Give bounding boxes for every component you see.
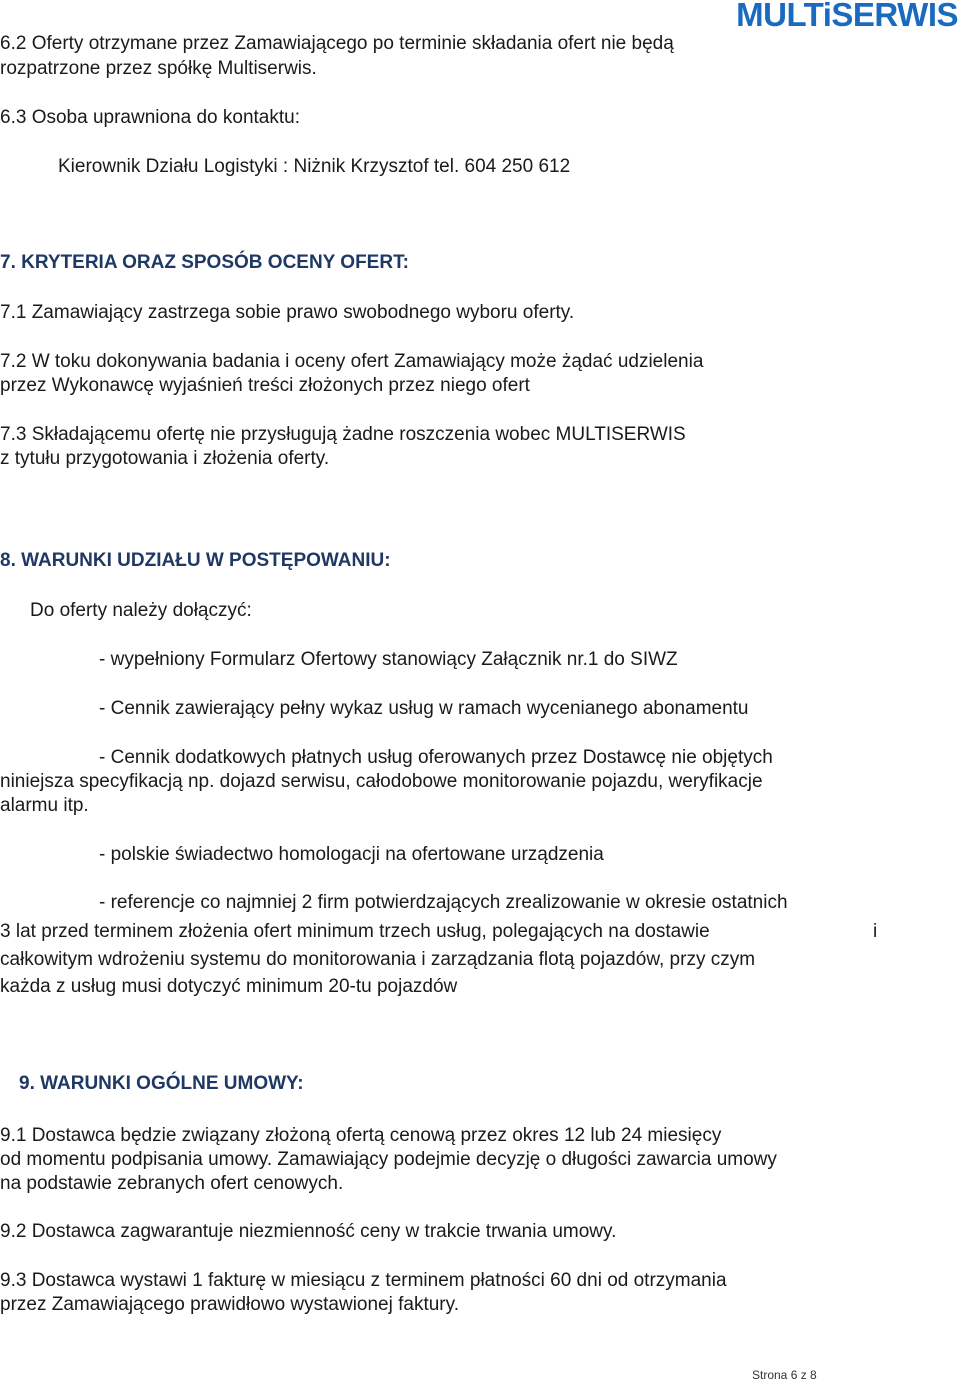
section-9-3-line2: przez Zamawiającego prawidłowo wystawionej faktury. bbox=[0, 1294, 460, 1315]
contact-person: Kierownik Działu Logistyki : Niżnik Krzysztof tel. 604 250 612 bbox=[58, 156, 571, 177]
requirement-item: - Cennik zawierający pełny wykaz usług w ramach wycenianego abonamentu bbox=[99, 698, 749, 719]
section-6-2-line1: 6.2 Oferty otrzymane przez Zamawiającego po terminie składania ofert nie będą bbox=[0, 33, 674, 54]
section-8-intro: Do oferty należy dołączyć: bbox=[30, 600, 252, 621]
section-9-3-line1: 9.3 Dostawca wystawi 1 fakturę w miesiącu z terminem płatności 60 dni od otrzymania bbox=[0, 1270, 727, 1291]
multiserwis-logo: MULTiSERWIS bbox=[736, 0, 958, 33]
requirement-item-continuation: niniejsza specyfikacją np. dojazd serwisu, całodobowe monitorowanie pojazdu, weryfikacje bbox=[0, 771, 763, 792]
section-7-2-line1: 7.2 W toku dokonywania badania i oceny ofert Zamawiający może żądać udzielenia bbox=[0, 351, 704, 372]
heading-section-9: 9. WARUNKI OGÓLNE UMOWY: bbox=[19, 1073, 304, 1094]
page-number: Strona 6 z 8 bbox=[752, 1368, 817, 1382]
section-9-2: 9.2 Dostawca zagwarantuje niezmienność ceny w trakcie trwania umowy. bbox=[0, 1221, 617, 1242]
heading-section-7: 7. KRYTERIA ORAZ SPOSÓB OCENY OFERT: bbox=[0, 252, 409, 273]
heading-section-8: 8. WARUNKI UDZIAŁU W POSTĘPOWANIU: bbox=[0, 550, 391, 571]
section-7-3-line2: z tytułu przygotowania i złożenia oferty. bbox=[0, 448, 330, 469]
requirement-item: - wypełniony Formularz Ofertowy stanowiący Załącznik nr.1 do SIWZ bbox=[99, 649, 678, 670]
section-9-1-line3: na podstawie zebranych ofert cenowych. bbox=[0, 1173, 344, 1194]
requirement-item-continuation: każda z usług musi dotyczyć minimum 20-tu pojazdów bbox=[0, 976, 458, 997]
section-7-3-line1: 7.3 Składającemu ofertę nie przysługują żadne roszczenia wobec MULTISERWIS bbox=[0, 424, 686, 445]
requirement-item-continuation: 3 lat przed terminem złożenia ofert minimum trzech usług, polegających na dostawie bbox=[0, 921, 710, 942]
requirement-item-continuation-end: i bbox=[873, 921, 878, 942]
section-7-1: 7.1 Zamawiający zastrzega sobie prawo swobodnego wyboru oferty. bbox=[0, 302, 575, 323]
requirement-item-continuation: alarmu itp. bbox=[0, 795, 89, 816]
requirement-item: - referencje co najmniej 2 firm potwierdzających zrealizowanie w okresie ostatnich bbox=[99, 892, 788, 913]
requirement-item: - Cennik dodatkowych płatnych usług oferowanych przez Dostawcę nie objętych bbox=[99, 747, 773, 768]
section-7-2-line2: przez Wykonawcę wyjaśnień treści złożonych przez niego ofert bbox=[0, 375, 530, 396]
section-9-1-line2: od momentu podpisania umowy. Zamawiający podejmie decyzję o długości zawarcia umowy bbox=[0, 1149, 777, 1170]
requirement-item-continuation: całkowitym wdrożeniu systemu do monitorowania i zarządzania flotą pojazdów, przy czym bbox=[0, 949, 756, 970]
section-9-1-line1: 9.1 Dostawca będzie związany złożoną ofertą cenową przez okres 12 lub 24 miesięcy bbox=[0, 1125, 722, 1146]
requirement-item: - polskie świadectwo homologacji na ofertowane urządzenia bbox=[99, 844, 604, 865]
section-6-2-line2: rozpatrzone przez spółkę Multiserwis. bbox=[0, 58, 317, 79]
section-6-3: 6.3 Osoba uprawniona do kontaktu: bbox=[0, 107, 300, 128]
